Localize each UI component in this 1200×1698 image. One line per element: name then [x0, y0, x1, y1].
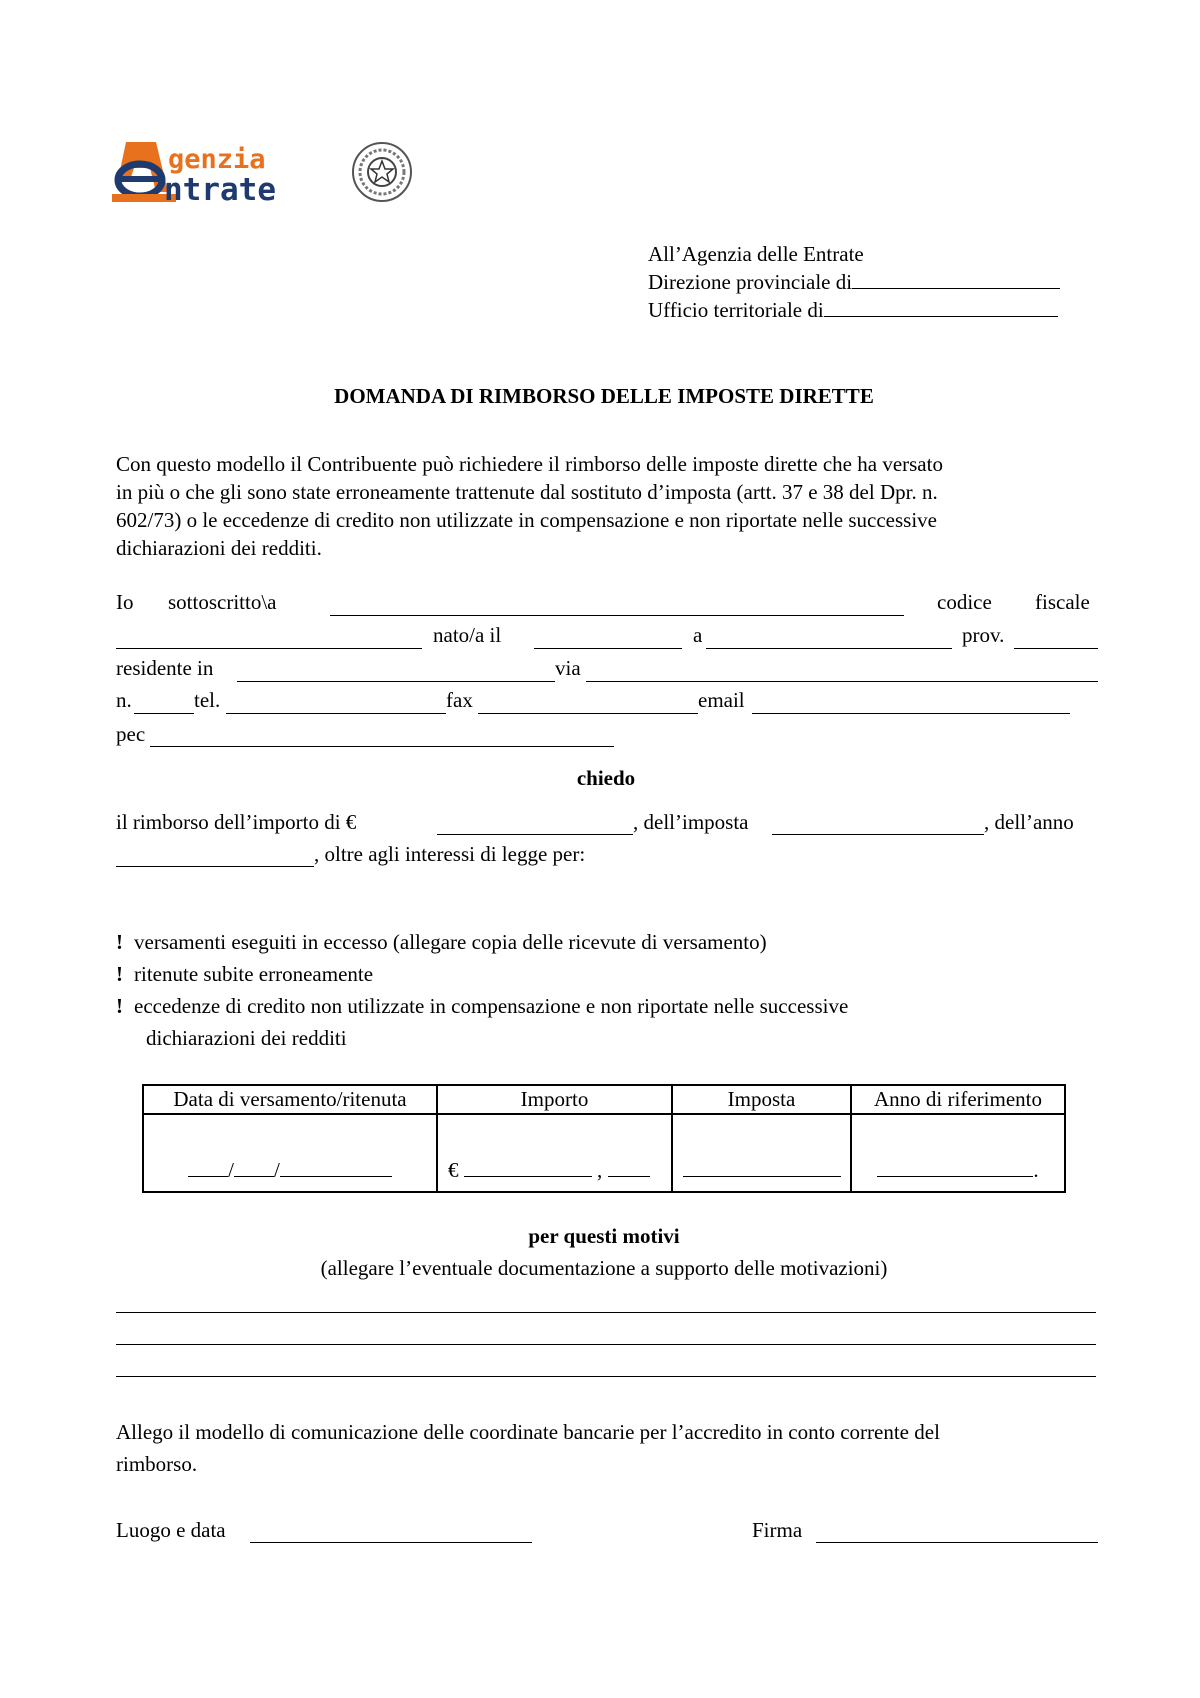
header-amount: Importo [437, 1085, 672, 1114]
addressee-line1: All’Agenzia delle Entrate [648, 242, 864, 266]
checkbox-icon[interactable]: ǃ [116, 994, 123, 1018]
label-pec: pec [116, 722, 146, 746]
label-tel: tel. [194, 688, 221, 712]
label-io: Io [116, 590, 134, 614]
tel-field[interactable] [226, 713, 446, 714]
reason-item-2[interactable] [116, 962, 373, 986]
label-a: a [693, 623, 703, 647]
amount-field[interactable] [437, 834, 633, 835]
addressee-office [648, 298, 1058, 322]
request-part3: , dell’anno [984, 810, 1074, 834]
logo-word-ntrate: ntrate [164, 172, 276, 208]
year-field[interactable] [116, 866, 314, 867]
luogo-data-label: Luogo e data [116, 1518, 226, 1542]
luogo-data-field[interactable] [250, 1542, 532, 1543]
residence-field[interactable] [237, 681, 555, 682]
agenzia-entrate-logo [112, 136, 412, 216]
label-n: n. [116, 688, 132, 712]
codice-fiscale-field[interactable] [116, 648, 422, 649]
page-title: DOMANDA DI RIMBORSO DELLE IMPOSTE DIRETTE [334, 384, 874, 408]
header-date: Data di versamento/ritenuta [143, 1085, 437, 1114]
label-sottoscritto: sottoscritto\a [168, 590, 277, 614]
chiedo-heading: chiedo [576, 766, 636, 790]
payment-table [142, 1084, 1066, 1193]
label-codice: codice [937, 590, 992, 614]
request-part1: il rimborso dell’importo di € [116, 810, 357, 834]
prov-field[interactable] [1014, 648, 1098, 649]
table-header-row [143, 1085, 1065, 1114]
reason-label-2: ritenute subite erroneamente [134, 962, 374, 986]
pec-field[interactable] [150, 746, 614, 747]
label-fax: fax [446, 688, 473, 712]
birth-place-field[interactable] [706, 648, 952, 649]
reason-item-1[interactable] [116, 930, 767, 954]
intro-line2: in più o che gli sono state erroneamente trattenute dal sostituto d’imposta (artt. 37 e 38 del Dpr. n. [116, 480, 938, 504]
checkbox-icon[interactable]: ǃ [116, 962, 123, 986]
office-label: Ufficio territoriale di [648, 298, 824, 322]
email-field[interactable] [752, 713, 1070, 714]
label-prov: prov. [962, 623, 1005, 647]
decimal-comma: , [597, 1158, 603, 1182]
reason-label-3: eccedenze di credito non utilizzate in compensazione e non riportate nelle successive [134, 994, 849, 1018]
label-nato: nato/a il [433, 623, 502, 647]
reason-item-3-continued: dichiarazioni dei redditi [146, 1026, 347, 1050]
reason-item-3[interactable] [116, 994, 848, 1018]
date-cell[interactable] [143, 1114, 437, 1192]
allego-line2: rimborso. [116, 1452, 198, 1476]
tax-field[interactable] [772, 834, 984, 835]
checkbox-icon[interactable]: ǃ [116, 930, 123, 954]
year-cell[interactable] [851, 1114, 1065, 1192]
fax-field[interactable] [478, 713, 698, 714]
motivi-line-1[interactable] [116, 1312, 1096, 1313]
motivi-heading: per questi motivi [528, 1224, 680, 1248]
house-number-field[interactable] [134, 713, 194, 714]
header-tax: Imposta [672, 1085, 851, 1114]
motivi-line-2[interactable] [116, 1344, 1096, 1345]
logo-word-genzia: genzia [168, 144, 266, 175]
provincial-label: Direzione provinciale di [648, 270, 853, 294]
request-part2: , dell’imposta [633, 810, 749, 834]
euro-symbol: € [448, 1158, 459, 1182]
birth-date-field[interactable] [534, 648, 682, 649]
motivi-subtitle: (allegare l’eventuale documentazione a supporto delle motivazioni) [320, 1256, 888, 1280]
office-field[interactable] [824, 299, 1058, 317]
label-residente: residente in [116, 656, 214, 680]
republic-emblem [353, 143, 411, 201]
street-field[interactable] [586, 681, 1098, 682]
label-fiscale: fiscale [1035, 590, 1090, 614]
date-separator-1: / [228, 1158, 234, 1182]
date-separator-2: / [274, 1158, 280, 1182]
motivi-line-3[interactable] [116, 1376, 1096, 1377]
addressee-provincial [648, 270, 1060, 294]
intro-line3: 602/73) o le eccedenze di credito non utilizzate in compensazione e non riportate nelle successive [116, 508, 937, 532]
header-year: Anno di riferimento [851, 1085, 1065, 1114]
year-dot: . [1033, 1158, 1039, 1182]
amount-cell[interactable] [437, 1114, 672, 1192]
table-row [143, 1114, 1065, 1192]
firma-field[interactable] [816, 1542, 1098, 1543]
allego-line1: Allego il modello di comunicazione delle coordinate bancarie per l’accredito in conto corrente del [116, 1420, 940, 1444]
firma-label: Firma [752, 1518, 803, 1542]
label-via: via [555, 656, 581, 680]
request-part4: , oltre agli interessi di legge per: [314, 842, 586, 866]
provincial-field[interactable] [852, 271, 1060, 289]
intro-line1: Con questo modello il Contribuente può richiedere il rimborso delle imposte dirette che ha versato [116, 452, 943, 476]
intro-line4: dichiarazioni dei redditi. [116, 536, 322, 560]
reason-label-1: versamenti eseguiti in eccesso (allegare copia delle ricevute di versamento) [134, 930, 767, 954]
label-email: email [698, 688, 745, 712]
name-field[interactable] [330, 615, 904, 616]
tax-cell[interactable] [672, 1114, 851, 1192]
